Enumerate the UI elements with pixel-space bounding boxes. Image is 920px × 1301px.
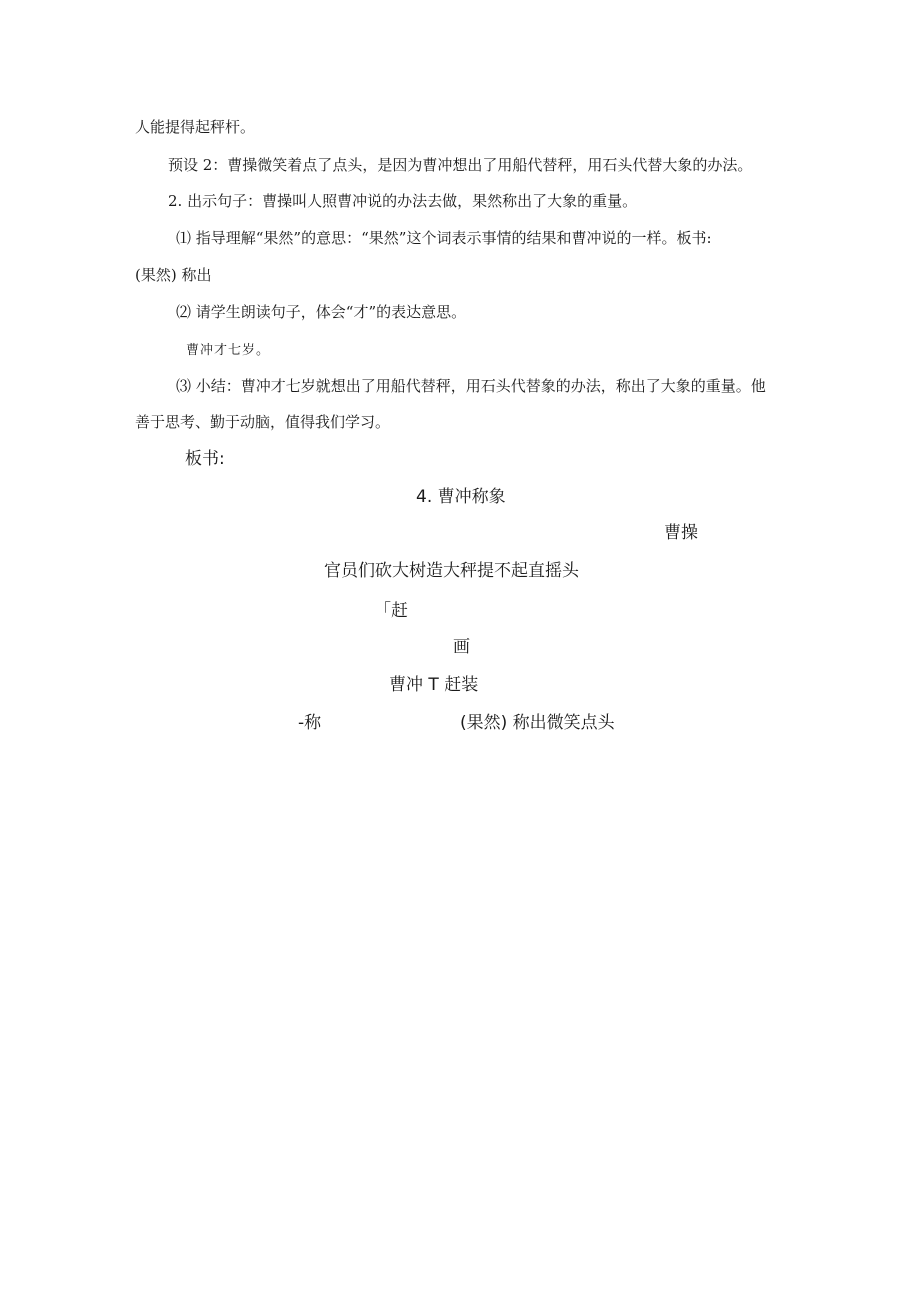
paragraph-guide-understanding-continued: (果然) 称出: [135, 266, 212, 284]
board-gan: 「赶: [374, 601, 408, 621]
board-cao-cao: 曹操: [664, 523, 698, 543]
paragraph-preset-2: 预设 2：曹操微笑着点了点头，是因为曹冲想出了用船代替秤，用石头代替大象的办法。: [168, 156, 753, 174]
paragraph-summary-continued: 善于思考、勤于动脑，值得我们学习。: [135, 413, 391, 431]
board-cao-chong: 曹冲 T 赶装: [389, 675, 479, 695]
paragraph-summary: ⑶ 小结：曹冲才七岁就想出了用船代替秤，用石头代替象的办法，称出了大象的重量。他: [176, 377, 766, 395]
board-result: (果然) 称出微笑点头: [460, 713, 615, 733]
paragraph-read-sentence: ⑵ 请学生朗读句子，体会“才”的表达意思。: [176, 303, 467, 321]
board-hua: 画: [453, 637, 470, 657]
paragraph-show-sentence: 2. 出示句子：曹操叫人照曹冲说的办法去做，果然称出了大象的重量。: [168, 192, 638, 210]
board-label: 板书:: [185, 449, 225, 469]
paragraph-1: 人能提得起秤杆。: [135, 118, 256, 136]
board-title: 4. 曹冲称象: [416, 487, 506, 507]
board-officials: 官员们砍大树造大秤提不起直摇头: [324, 561, 579, 581]
example-sentence: 曹冲才七岁。: [186, 343, 271, 358]
board-cheng: -称: [298, 713, 322, 733]
paragraph-guide-understanding: ⑴ 指导理解“果然”的意思：“果然”这个词表示事情的结果和曹冲说的一样。板书:: [176, 229, 712, 247]
